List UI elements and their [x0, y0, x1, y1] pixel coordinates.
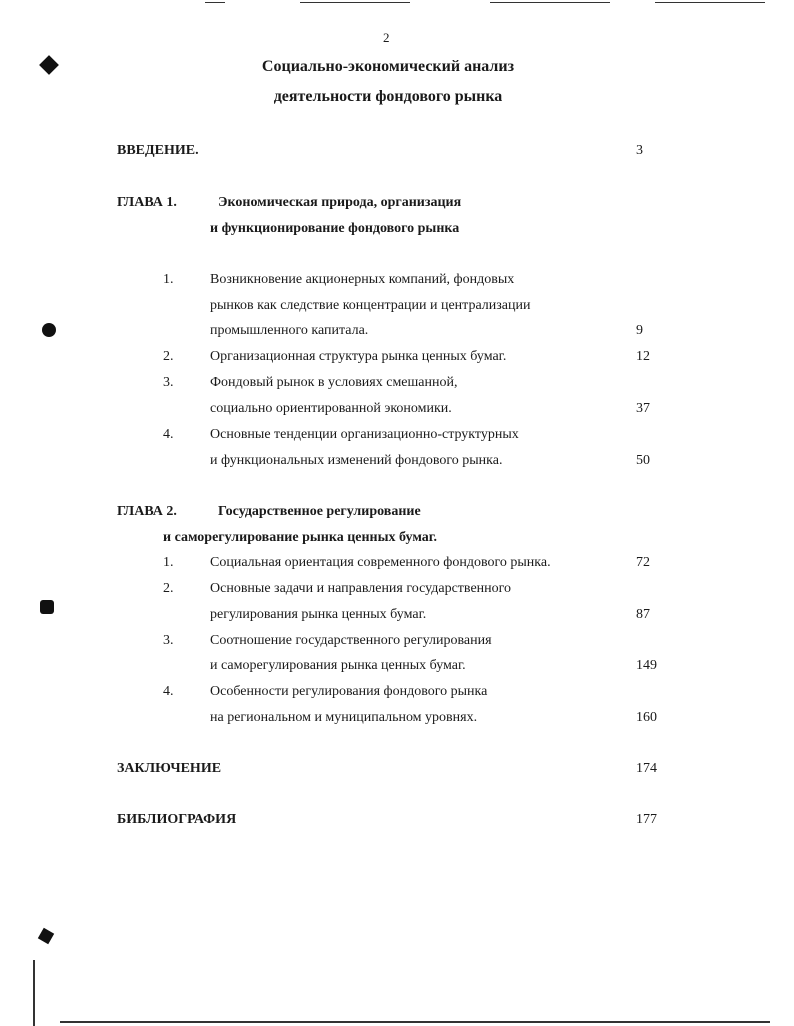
- toc-conclusion-label: ЗАКЛЮЧЕНИЕ: [117, 761, 222, 776]
- toc-ch1-s3-page: 37: [636, 401, 650, 416]
- toc-ch2-s2-num: 2.: [163, 581, 174, 596]
- toc-ch1-s2-line-1: Организационная структура рынка ценных бумаг.: [210, 349, 507, 364]
- toc-ch1-s1-line-1: Возникновение акционерных компаний, фондовых: [210, 272, 515, 287]
- toc-ch2-s3-line-1: Соотношение государственного регулирования: [210, 633, 492, 648]
- toc-ch1-s3-line-2: социально ориентированной экономики.: [210, 401, 452, 416]
- toc-chapter2-label: ГЛАВА 2.: [117, 504, 177, 519]
- toc-bibliography-label: БИБЛИОГРАФИЯ: [117, 812, 237, 827]
- hole-punch-mark-3: [40, 600, 54, 614]
- toc-ch2-s2-page: 87: [636, 607, 650, 622]
- toc-ch1-s2-num: 2.: [163, 349, 174, 364]
- toc-ch2-s1-page: 72: [636, 555, 650, 570]
- page-number: 2: [383, 30, 390, 45]
- toc-bibliography-page: 177: [636, 812, 657, 827]
- toc-ch2-s3-page: 149: [636, 658, 657, 673]
- toc-ch2-s3-line-2: и саморегулирования рынка ценных бумаг.: [210, 658, 466, 673]
- scan-bottom-line: [60, 1021, 770, 1023]
- scan-top-line-4: [655, 2, 765, 3]
- toc-chapter1-title-line-1: Экономическая природа, организация: [218, 195, 462, 210]
- toc-ch2-s4-num: 4.: [163, 684, 174, 699]
- toc-chapter1-label: ГЛАВА 1.: [117, 195, 177, 210]
- toc-ch1-s1-page: 9: [636, 323, 643, 338]
- toc-ch1-s4-line-2: и функциональных изменений фондового рынка.: [210, 453, 503, 468]
- toc-ch1-s1-line-2: рынков как следствие концентрации и централизации: [210, 298, 531, 313]
- toc-ch2-s2-line-1: Основные задачи и направления государственного: [210, 581, 512, 596]
- toc-ch2-s4-line-1: Особенности регулирования фондового рынка: [210, 684, 488, 699]
- toc-chapter2-title-line-1: Государственное регулирование: [218, 504, 421, 519]
- toc-ch2-s2-line-2: регулирования рынка ценных бумаг.: [210, 607, 427, 622]
- document-title-line-1: Социально-экономический анализ: [261, 58, 515, 75]
- toc-ch1-s4-line-1: Основные тенденции организационно-структурных: [210, 427, 519, 442]
- toc-ch2-s4-line-2: на региональном и муниципальном уровнях.: [210, 710, 478, 725]
- toc-intro-page: 3: [636, 143, 643, 158]
- toc-ch1-s4-page: 50: [636, 453, 650, 468]
- toc-ch1-s2-page: 12: [636, 349, 650, 364]
- scan-left-edge: [33, 960, 35, 1026]
- toc-ch1-s3-line-1: Фондовый рынок в условиях смешанной,: [210, 375, 458, 390]
- toc-ch1-s1-num: 1.: [163, 272, 174, 287]
- toc-ch2-s1-num: 1.: [163, 555, 174, 570]
- toc-chapter1-title-line-2: и функционирование фондового рынка: [210, 221, 460, 236]
- toc-ch2-s1-line-1: Социальная ориентация современного фондового рынка.: [210, 555, 551, 570]
- hole-punch-mark-4: [38, 928, 54, 944]
- toc-ch1-s3-num: 3.: [163, 375, 174, 390]
- toc-ch2-s4-page: 160: [636, 710, 657, 725]
- toc-conclusion-page: 174: [636, 761, 657, 776]
- toc-ch1-s1-line-3: промышленного капитала.: [210, 323, 369, 338]
- toc-ch1-s4-num: 4.: [163, 427, 174, 442]
- scan-top-line-2: [300, 2, 410, 3]
- scan-top-line-3: [490, 2, 610, 3]
- hole-punch-mark-2: [42, 323, 56, 337]
- toc-intro-label: ВВЕДЕНИЕ.: [117, 143, 199, 158]
- document-title-line-2: деятельности фондового рынка: [273, 88, 503, 105]
- scan-top-line-1: [205, 2, 225, 3]
- toc-chapter2-title-line-2: и саморегулирование рынка ценных бумаг.: [163, 530, 438, 545]
- toc-ch2-s3-num: 3.: [163, 633, 174, 648]
